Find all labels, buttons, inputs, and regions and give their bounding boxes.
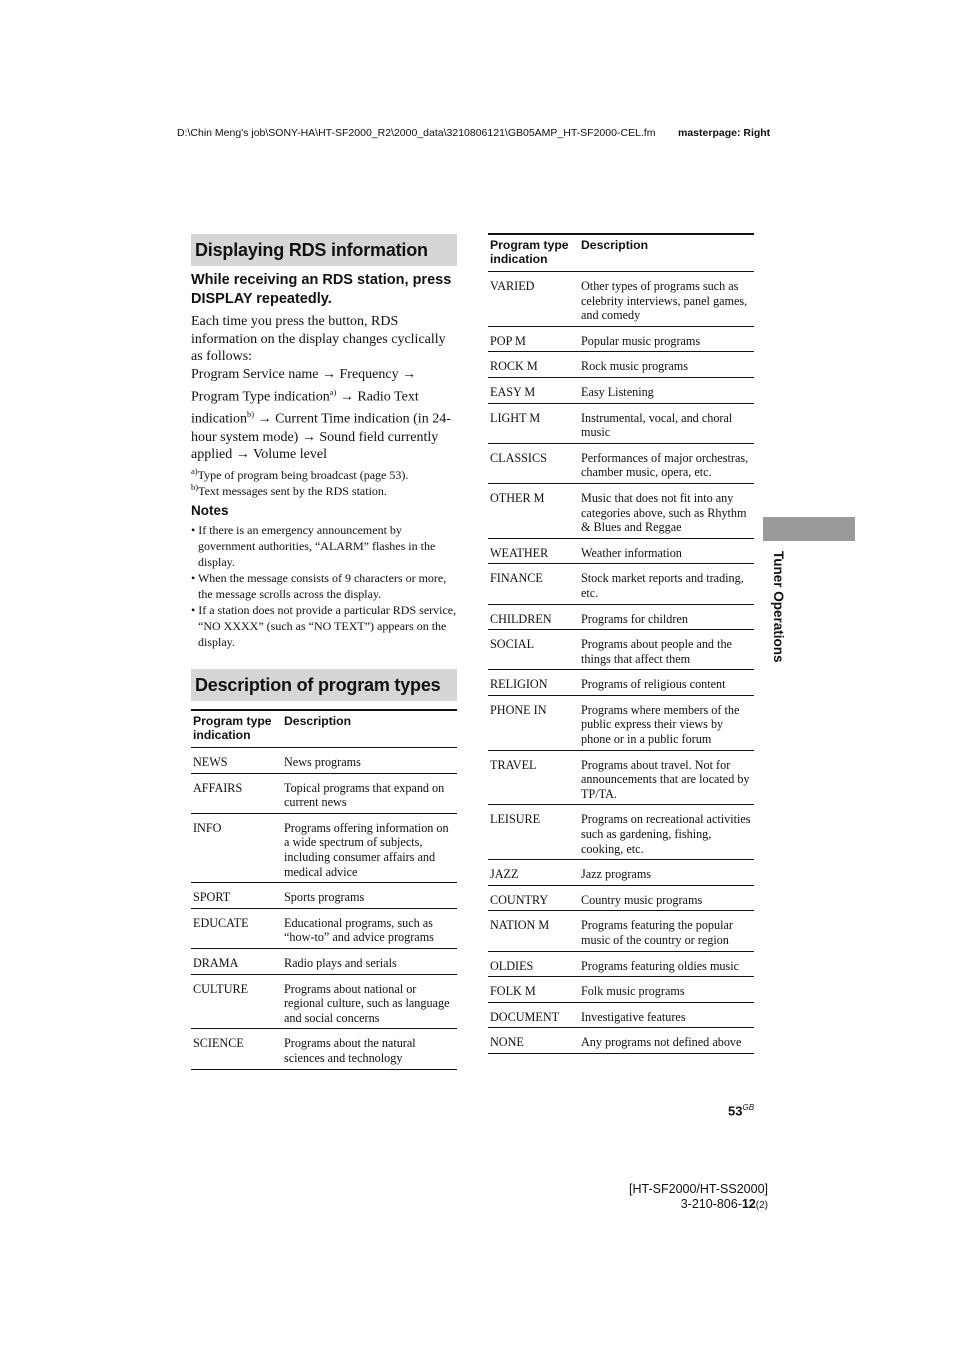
description-cell: Investigative features — [579, 1002, 754, 1028]
table-row — [488, 885, 754, 911]
footnote-text: Text messages sent by the RDS station. — [198, 484, 387, 498]
program-type-cell: EDUCATE — [191, 908, 282, 948]
description-cell: Country music programs — [579, 885, 754, 911]
program-type-cell: DOCUMENT — [488, 1002, 579, 1028]
table-row — [488, 977, 754, 1003]
program-type-cell: SOCIAL — [488, 630, 579, 670]
arrow-icon: → — [402, 367, 417, 383]
column-header-description: Description — [282, 710, 457, 748]
description-cell: Rock music programs — [579, 352, 754, 378]
table-header-row — [488, 234, 754, 272]
table-row — [488, 483, 754, 538]
program-type-cell: DRAMA — [191, 948, 282, 974]
description-cell: Programs offering information on a wide spectrum of subjects, including consumer affairs and medical advice — [282, 813, 457, 882]
description-cell: Programs about the natural sciences and technology — [282, 1029, 457, 1069]
note-item: • If a station does not provide a particular RDS service, “NO XXXX” (such as “NO TEXT”) appears on the display. — [191, 603, 457, 649]
table-row — [488, 1002, 754, 1028]
column-header-description: Description — [579, 234, 754, 272]
table-row — [191, 1029, 457, 1069]
model-info — [600, 1182, 768, 1213]
side-tab-label: Tuner Operations — [771, 551, 786, 663]
program-type-cell: SPORT — [191, 883, 282, 909]
arrow-icon: → — [339, 389, 354, 405]
program-type-cell: AFFAIRS — [191, 773, 282, 813]
footnote-mark: b) — [191, 482, 199, 492]
table-row — [191, 974, 457, 1029]
program-type-table-left — [191, 709, 457, 1070]
description-cell: News programs — [282, 748, 457, 774]
program-type-cell: NEWS — [191, 748, 282, 774]
footnote-text: Type of program being broadcast (page 53). — [197, 468, 409, 482]
footnote-ref-a: a) — [329, 386, 337, 397]
page-number-suffix: GB — [742, 1103, 755, 1112]
part-code — [600, 1197, 768, 1213]
column-header-type: Program type indication — [191, 710, 282, 748]
table-row — [191, 773, 457, 813]
table-row — [488, 860, 754, 886]
footnote-ref-b: b) — [247, 409, 255, 420]
program-type-cell: PHONE IN — [488, 695, 579, 750]
description-cell: Jazz programs — [579, 860, 754, 886]
program-type-cell: CHILDREN — [488, 604, 579, 630]
model-name: [HT-SF2000/HT-SS2000] — [629, 1182, 768, 1196]
table-row — [488, 630, 754, 670]
program-type-cell: VARIED — [488, 272, 579, 327]
arrow-icon: → — [257, 411, 272, 427]
note-item: • If there is an emergency announcement by government authorities, “ALARM” flashes in the display. — [191, 523, 436, 569]
part-code-bold: 12 — [741, 1197, 756, 1211]
file-path-header: D:\Chin Meng's job\SONY-HA\HT-SF2000_R2\2000_data\3210806121\GB05AMP_HT-SF2000-CEL.fm — [177, 127, 656, 139]
program-type-cell: ROCK M — [488, 352, 579, 378]
program-type-cell: POP M — [488, 326, 579, 352]
program-type-cell: OTHER M — [488, 483, 579, 538]
table-row — [488, 911, 754, 951]
seq-step-2: Frequency — [339, 367, 399, 383]
program-type-cell: WEATHER — [488, 538, 579, 564]
seq-step-1: Program Service name — [191, 367, 319, 383]
table-row — [191, 948, 457, 974]
program-type-cell: SCIENCE — [191, 1029, 282, 1069]
description-cell: Folk music programs — [579, 977, 754, 1003]
seq-step-3: Program Type indication — [191, 389, 330, 405]
program-type-cell: FINANCE — [488, 564, 579, 604]
note-text: If there is an emergency announcement by government authorities, “ALARM” flashes in the display. — [198, 523, 436, 569]
column-header-type: Program type indication — [488, 234, 579, 272]
note-text: If a station does not provide a particular RDS service, “NO XXXX” (such as “NO TEXT”) appears on the display. — [198, 603, 457, 649]
description-cell: Programs about national or regional culture, such as language and social concerns — [282, 974, 457, 1029]
program-type-cell: COUNTRY — [488, 885, 579, 911]
intro-text: Each time you press the button, RDS information on the display changes cyclically as follows: — [191, 314, 446, 365]
description-cell: Easy Listening — [579, 377, 754, 403]
table-row — [488, 564, 754, 604]
description-cell: Topical programs that expand on current news — [282, 773, 457, 813]
description-cell: Any programs not defined above — [579, 1028, 754, 1054]
table-row — [488, 951, 754, 977]
table-row — [488, 403, 754, 443]
table-row — [191, 813, 457, 882]
footnote-b — [191, 479, 461, 499]
program-type-cell: NONE — [488, 1028, 579, 1054]
description-cell: Weather information — [579, 538, 754, 564]
table-row — [191, 908, 457, 948]
rds-body-text — [191, 313, 459, 464]
table-row — [488, 604, 754, 630]
program-type-table-right — [488, 233, 754, 1054]
part-code-suffix: (2) — [755, 1200, 768, 1211]
table-row — [488, 538, 754, 564]
description-cell: Programs about people and the things that affect them — [579, 630, 754, 670]
program-type-cell: INFO — [191, 813, 282, 882]
description-cell: Stock market reports and trading, etc. — [579, 564, 754, 604]
arrow-icon: → — [301, 429, 316, 445]
footnote-mark: a) — [191, 466, 198, 476]
program-type-cell: OLDIES — [488, 951, 579, 977]
description-cell: Programs featuring the popular music of the country or region — [579, 911, 754, 951]
description-cell: Other types of programs such as celebrity interviews, panel games, and comedy — [579, 272, 754, 327]
note-item: • When the message consists of 9 characters or more, the message scrolls across the display. — [191, 571, 447, 601]
program-type-cell: LIGHT M — [488, 403, 579, 443]
program-type-cell: RELIGION — [488, 670, 579, 696]
seq-step-6: Sound field currently applied — [191, 429, 439, 463]
seq-step-7: Volume level — [252, 447, 327, 463]
description-cell: Programs for children — [579, 604, 754, 630]
program-type-cell: LEISURE — [488, 805, 579, 860]
notes-list — [191, 522, 459, 650]
description-cell: Programs featuring oldies music — [579, 951, 754, 977]
program-type-cell: TRAVEL — [488, 750, 579, 805]
table-row — [488, 377, 754, 403]
page-number-value: 53 — [728, 1103, 743, 1119]
table-row — [488, 443, 754, 483]
note-text: When the message consists of 9 characters or more, the message scrolls across the display. — [197, 571, 447, 601]
table-row — [488, 805, 754, 860]
page-number — [728, 1103, 754, 1118]
table-row — [488, 670, 754, 696]
table-row — [488, 326, 754, 352]
table-row — [488, 750, 754, 805]
masterpage-label: masterpage: Right — [678, 127, 771, 139]
program-type-cell: NATION M — [488, 911, 579, 951]
table-row — [488, 695, 754, 750]
section-title-rds: Displaying RDS information — [191, 234, 457, 266]
part-code-prefix: 3-210-806- — [680, 1197, 742, 1211]
section-title-program-types: Description of program types — [191, 669, 457, 701]
seq-step-4: Radio Text indication — [191, 389, 419, 427]
description-cell: Performances of major orchestras, chamber music, opera, etc. — [579, 443, 754, 483]
table-row — [191, 883, 457, 909]
description-cell: Programs where members of the public express their views by phone or in a public forum — [579, 695, 754, 750]
description-cell: Popular music programs — [579, 326, 754, 352]
table-row — [488, 352, 754, 378]
arrow-icon: → — [235, 447, 250, 463]
description-cell: Programs on recreational activities such as gardening, fishing, cooking, etc. — [579, 805, 754, 860]
description-cell: Instrumental, vocal, and choral music — [579, 403, 754, 443]
seq-step-5: Current Time indication (in 24-hour system mode) — [191, 411, 451, 445]
description-cell: Music that does not fit into any categories above, such as Rhythm & Blues and Reggae — [579, 483, 754, 538]
program-type-cell: FOLK M — [488, 977, 579, 1003]
side-tab-marker — [763, 517, 855, 541]
table-row — [488, 1028, 754, 1054]
table-row — [191, 748, 457, 774]
program-type-cell: CLASSICS — [488, 443, 579, 483]
description-cell: Educational programs, such as “how-to” and advice programs — [282, 908, 457, 948]
notes-heading: Notes — [191, 503, 229, 518]
table-header-row — [191, 710, 457, 748]
table-row — [488, 272, 754, 327]
program-type-cell: JAZZ — [488, 860, 579, 886]
program-type-cell: CULTURE — [191, 974, 282, 1029]
description-cell: Sports programs — [282, 883, 457, 909]
description-cell: Programs of religious content — [579, 670, 754, 696]
description-cell: Radio plays and serials — [282, 948, 457, 974]
program-type-cell: EASY M — [488, 377, 579, 403]
description-cell: Programs about travel. Not for announcements that are located by TP/TA. — [579, 750, 754, 805]
arrow-icon: → — [322, 367, 337, 383]
instruction-subhead: While receiving an RDS station, press DISPLAY repeatedly. — [191, 272, 452, 307]
